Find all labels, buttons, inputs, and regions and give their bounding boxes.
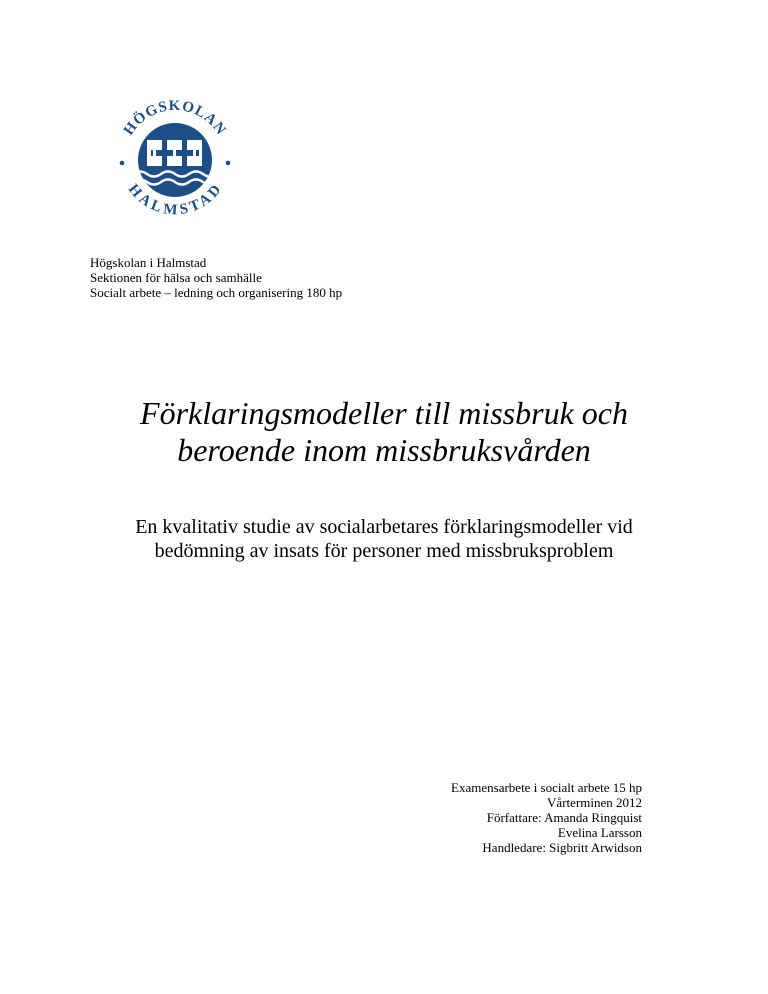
university-logo [105,88,245,228]
subtitle-line-2: bedömning av insats för personer med missbruksproblem [154,540,614,562]
department-name: Sektionen för hälsa och samhälle [90,270,262,285]
thesis-subtitle [40,515,728,563]
semester: Vårterminen 2012 [547,795,642,810]
author-1: Författare: Amanda Ringquist [486,810,642,825]
supervisor: Handledare: Sigbritt Arwidson [482,840,642,855]
university-name: Högskolan i Halmstad [90,255,207,270]
program-name: Socialt arbete – ledning och organisering 180 hp [90,285,343,300]
author-2: Evelina Larsson [557,825,642,840]
course-info: Examensarbete i socialt arbete 15 hp [451,780,642,795]
affiliation-block [90,255,342,300]
svg-text:HÖGSKOLAN: HÖGSKOLAN [120,98,230,139]
hogskolan-halmstad-seal-icon [105,88,245,228]
title-line-1: Förklaringsmodeller till missbruk och [140,395,628,431]
title-line-2: beroende inom missbruksvården [177,432,591,468]
thesis-meta [451,780,642,855]
svg-text:HALMSTAD: HALMSTAD [124,181,226,219]
thesis-title [40,395,728,469]
subtitle-line-1: En kvalitativ studie av socialarbetares förklaringsmodeller vid [135,516,633,538]
